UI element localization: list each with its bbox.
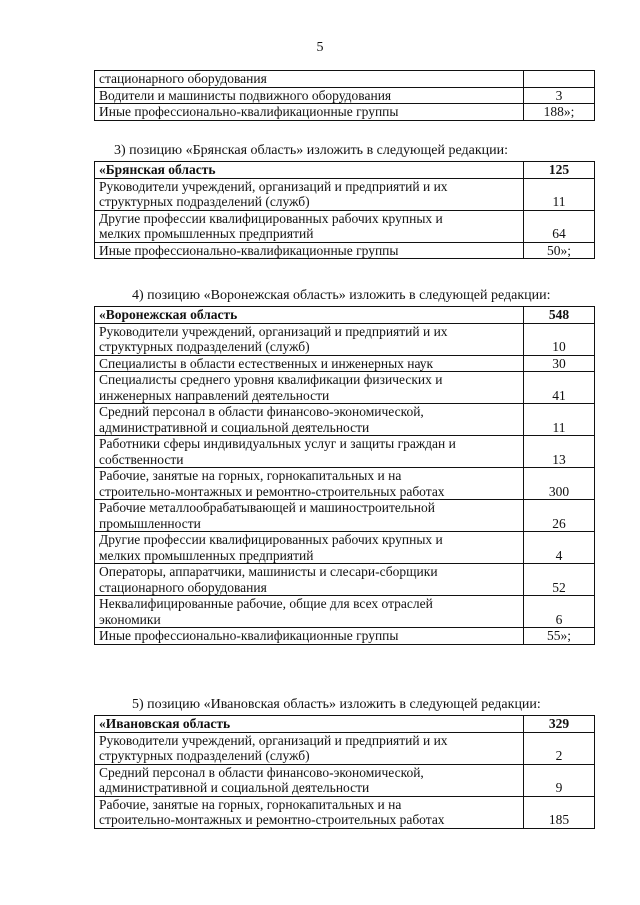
table-row — [95, 500, 595, 532]
continuation-table — [94, 70, 595, 121]
row-value: 50»; — [524, 242, 595, 259]
table-row — [95, 104, 595, 121]
row-value: 188»; — [524, 104, 595, 121]
table-row — [95, 532, 595, 564]
table-row — [95, 596, 595, 628]
row-label: Другие профессии квалифицированных рабочих крупных и мелких промышленных предприятий — [95, 532, 524, 564]
table-row — [95, 796, 595, 828]
region-name: «Воронежская область — [95, 307, 524, 324]
row-label: Иные профессионально-квалификационные группы — [95, 104, 524, 121]
table-row — [95, 732, 595, 764]
row-label: Операторы, аппаратчики, машинисты и слесари-сборщики стационарного оборудования — [95, 564, 524, 596]
row-value: 30 — [524, 355, 595, 372]
table-row — [95, 628, 595, 645]
row-value: 185 — [524, 796, 595, 828]
page-number: 5 — [316, 40, 324, 55]
row-value: 26 — [524, 500, 595, 532]
region-name: «Ивановская область — [95, 716, 524, 733]
row-value: 52 — [524, 564, 595, 596]
row-value: 10 — [524, 323, 595, 355]
section-heading: 5) позицию «Ивановская область» изложить в следующей редакции: — [132, 697, 541, 712]
table-row — [95, 355, 595, 372]
row-label: Руководители учреждений, организаций и предприятий и их структурных подразделений (служб) — [95, 732, 524, 764]
row-label: Рабочие металлообрабатывающей и машиностроительной промышленности — [95, 500, 524, 532]
row-label: Рабочие, занятые на горных, горнокапитальных и на строительно-монтажных и ремонтно-строительных работах — [95, 796, 524, 828]
row-value: 2 — [524, 732, 595, 764]
table-row — [95, 468, 595, 500]
row-value: 55»; — [524, 628, 595, 645]
row-label: Другие профессии квалифицированных рабочих крупных и мелких промышленных предприятий — [95, 210, 524, 242]
table-row — [95, 242, 595, 259]
bryansk-table — [94, 161, 595, 259]
voronezh-section — [94, 288, 590, 645]
table-row — [95, 210, 595, 242]
region-total: 329 — [524, 716, 595, 733]
row-value: 11 — [524, 404, 595, 436]
row-label: Рабочие, занятые на горных, горнокапитальных и на строительно-монтажных и ремонтно-строительных работах — [95, 468, 524, 500]
region-name: «Брянская область — [95, 162, 524, 179]
row-label: Иные профессионально-квалификационные группы — [95, 242, 524, 259]
continuation-section — [94, 70, 590, 121]
region-total: 548 — [524, 307, 595, 324]
ivanovo-table — [94, 715, 595, 829]
table-header-row — [95, 716, 595, 733]
bryansk-section — [94, 143, 590, 259]
row-label: Неквалифицированные рабочие, общие для всех отраслей экономики — [95, 596, 524, 628]
table-row — [95, 764, 595, 796]
voronezh-table — [94, 306, 595, 645]
row-value — [524, 71, 595, 88]
table-row — [95, 178, 595, 210]
row-value: 13 — [524, 436, 595, 468]
table-row — [95, 372, 595, 404]
ivanovo-section — [94, 697, 590, 829]
row-value: 300 — [524, 468, 595, 500]
row-label: Руководители учреждений, организаций и предприятий и их структурных подразделений (служб) — [95, 178, 524, 210]
table-row — [95, 436, 595, 468]
row-label: Работники сферы индивидуальных услуг и защиты граждан и собственности — [95, 436, 524, 468]
row-value: 6 — [524, 596, 595, 628]
table-row — [95, 323, 595, 355]
row-value: 41 — [524, 372, 595, 404]
table-row — [95, 87, 595, 104]
row-value: 3 — [524, 87, 595, 104]
row-label: Средний персонал в области финансово-экономической, административной и социальной деятельности — [95, 764, 524, 796]
row-label: Водители и машинисты подвижного оборудования — [95, 87, 524, 104]
row-label: Специалисты в области естественных и инженерных наук — [95, 355, 524, 372]
row-value: 11 — [524, 178, 595, 210]
table-row — [95, 564, 595, 596]
table-row — [95, 404, 595, 436]
row-label: Иные профессионально-квалификационные группы — [95, 628, 524, 645]
row-label: Руководители учреждений, организаций и предприятий и их структурных подразделений (служб) — [95, 323, 524, 355]
row-value: 9 — [524, 764, 595, 796]
section-heading: 4) позицию «Воронежская область» изложить в следующей редакции: — [132, 288, 551, 303]
table-row — [95, 71, 595, 88]
row-value: 4 — [524, 532, 595, 564]
table-header-row — [95, 307, 595, 324]
table-header-row — [95, 162, 595, 179]
section-heading: 3) позицию «Брянская область» изложить в следующей редакции: — [114, 143, 509, 158]
row-label: Специалисты среднего уровня квалификации физических и инженерных направлений деятельности — [95, 372, 524, 404]
row-value: 64 — [524, 210, 595, 242]
region-total: 125 — [524, 162, 595, 179]
row-label: Средний персонал в области финансово-экономической, административной и социальной деятельности — [95, 404, 524, 436]
row-label: стационарного оборудования — [95, 71, 524, 88]
